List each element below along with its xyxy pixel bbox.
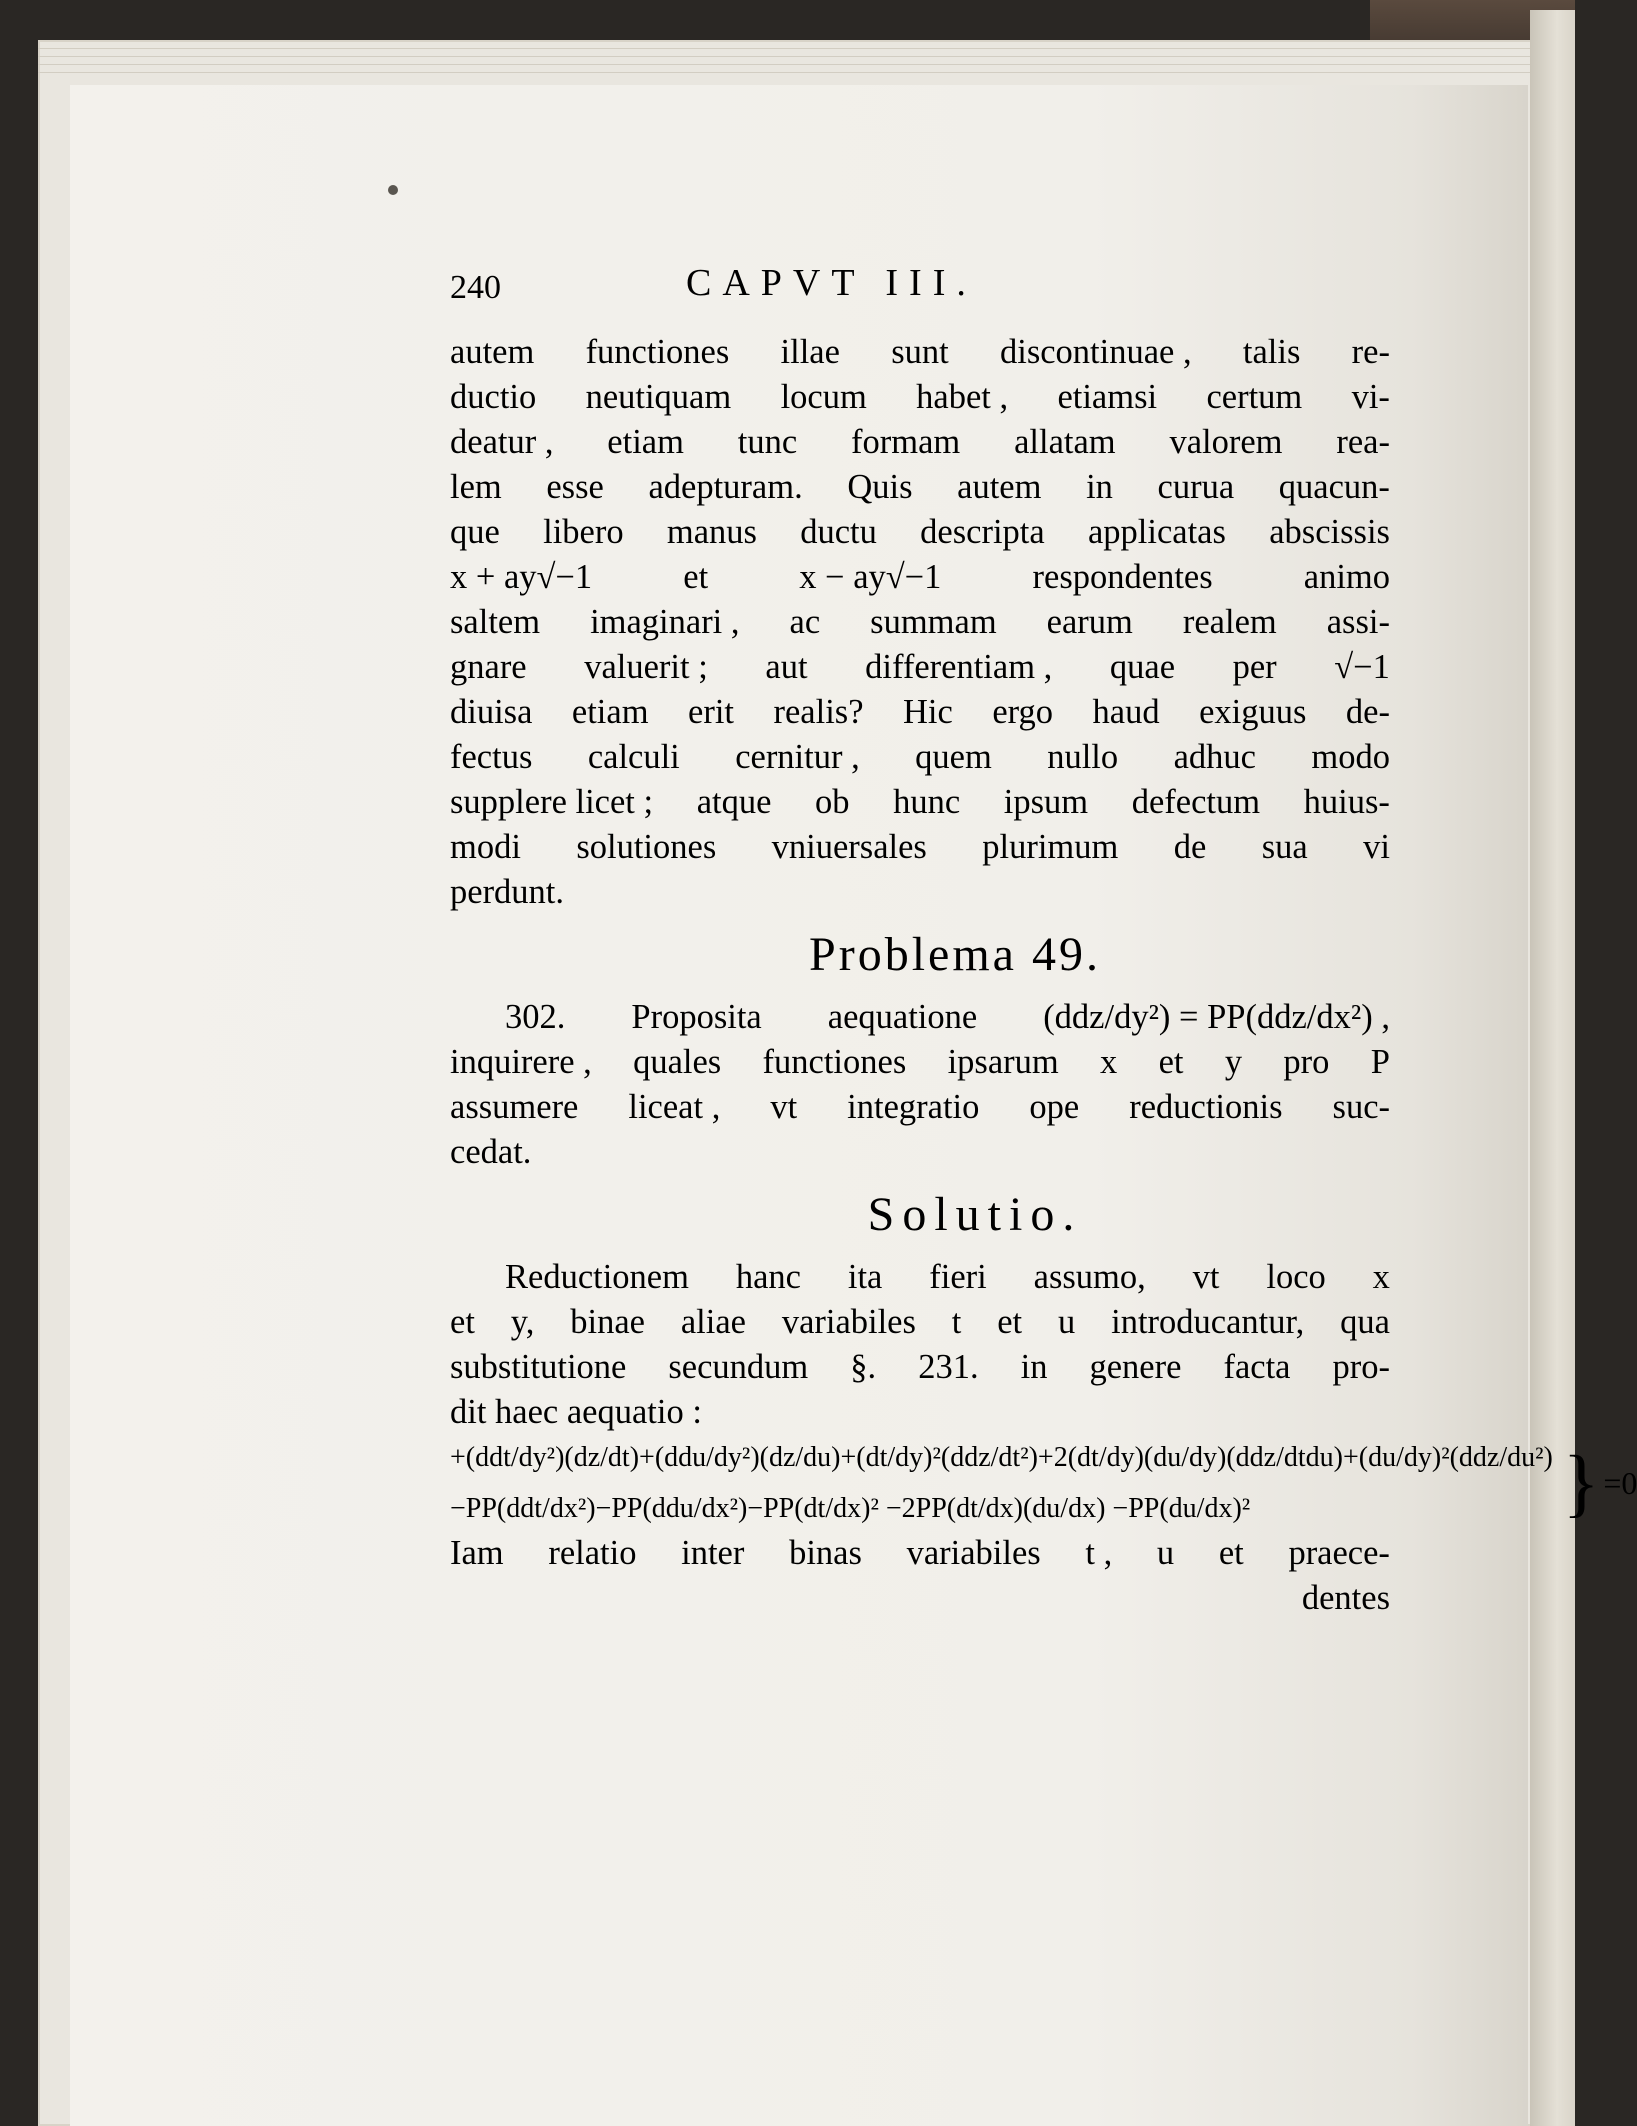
word: sunt (891, 333, 949, 371)
word: functiones (585, 333, 730, 371)
word: modo (1311, 738, 1390, 776)
word: haud (1092, 693, 1160, 731)
word: suc- (1332, 1088, 1390, 1126)
word: ductio (450, 378, 537, 416)
word: fieri (929, 1258, 987, 1296)
word: variabiles (906, 1534, 1041, 1572)
word: 231. (918, 1348, 979, 1386)
text-line (450, 825, 1390, 870)
curly-brace: } (1562, 1441, 1600, 1525)
word: valuerit ; (584, 648, 708, 686)
equation-rhs: =0 (1603, 1464, 1637, 1501)
text-line (450, 600, 1390, 645)
word: supplere licet ; (450, 783, 654, 821)
text-line (450, 330, 1390, 375)
word: et (683, 558, 709, 596)
word: aut (765, 648, 808, 686)
word: discontinuae , (999, 333, 1192, 371)
word: descripta (920, 513, 1045, 551)
text-line (450, 645, 1390, 690)
word: liceat , (628, 1088, 721, 1126)
word: respondentes (1032, 558, 1213, 596)
word: allatam (1014, 423, 1116, 461)
text-line (450, 995, 1390, 1040)
word: vt (770, 1088, 798, 1126)
word: habet , (916, 378, 1009, 416)
text-line (450, 735, 1390, 780)
word: fectus (450, 738, 533, 776)
text-line-last: cedat. (450, 1133, 532, 1171)
word: variabiles (781, 1303, 916, 1341)
word: libero (543, 513, 624, 551)
word: neutiquam (585, 378, 732, 416)
word: x (1372, 1258, 1390, 1296)
word: t , (1085, 1534, 1113, 1572)
problem-heading: Problema 49. (809, 928, 1101, 981)
text-line (450, 375, 1390, 420)
word: reductionis (1129, 1088, 1283, 1126)
word: solutiones (576, 828, 717, 866)
text-line (450, 1255, 1390, 1300)
word: assumo, (1033, 1258, 1146, 1296)
word: aequatione (827, 998, 978, 1036)
running-head: CAPVT III. (686, 262, 977, 304)
equation-row-1: +(ddt/dy²)(dz/dt)+(ddu/dy²)(dz/du)+(dt/dy)²(ddz/dt²)+2(dt/dy)(du/dy)(ddz/dtdu)+(du/dy)²(ddz/du²) (450, 1442, 1553, 1473)
word: t (951, 1303, 962, 1341)
word: diuisa (450, 693, 533, 731)
word: curua (1157, 468, 1235, 506)
word: et (450, 1303, 475, 1341)
word: u (1156, 1534, 1175, 1572)
word: et (1158, 1043, 1184, 1081)
word: substitutione (450, 1348, 627, 1386)
word: Iam (450, 1534, 504, 1572)
word: summam (870, 603, 997, 641)
word: introducantur, (1111, 1303, 1305, 1341)
word: per (1232, 648, 1277, 686)
word: √−1 (1334, 648, 1390, 686)
text-line (450, 555, 1390, 600)
word: vi- (1351, 378, 1390, 416)
word: ipsarum (947, 1043, 1059, 1081)
word: de- (1345, 693, 1390, 731)
word: esse (546, 468, 604, 506)
word: ob (815, 783, 850, 821)
word: cernitur , (735, 738, 860, 776)
page-header (450, 262, 1390, 325)
word: adhuc (1173, 738, 1256, 776)
word: quales (633, 1043, 722, 1081)
word: autem (450, 333, 535, 371)
word: ductu (800, 513, 877, 551)
word: 302. (505, 998, 566, 1036)
word: nullo (1047, 738, 1119, 776)
word: re- (1351, 333, 1390, 371)
word: calculi (587, 738, 680, 776)
text-line (450, 465, 1390, 510)
word: P (1370, 1043, 1390, 1081)
word: genere (1089, 1348, 1182, 1386)
word: binae (570, 1303, 645, 1341)
word: ac (789, 603, 821, 641)
word: u (1058, 1303, 1076, 1341)
solution-heading: Solutio. (867, 1188, 1083, 1241)
word: quacun- (1278, 468, 1390, 506)
word: assumere (450, 1088, 579, 1126)
text-line (450, 1040, 1390, 1085)
word: in (1020, 1348, 1048, 1386)
word: qua (1340, 1303, 1390, 1341)
page-text (450, 262, 1637, 1621)
word: Quis (847, 468, 913, 506)
word: animo (1303, 558, 1390, 596)
word: Reductionem (505, 1258, 689, 1296)
problem-statement (450, 995, 1390, 1175)
word: vi (1363, 828, 1390, 866)
word: atque (696, 783, 772, 821)
word: etiam (607, 423, 684, 461)
solution-paragraph (450, 1255, 1390, 1435)
word: formam (851, 423, 961, 461)
word: deatur , (450, 423, 554, 461)
word: integratio (847, 1088, 980, 1126)
word: rea- (1336, 423, 1390, 461)
word: relatio (548, 1534, 637, 1572)
word: plurimum (982, 828, 1119, 866)
word: ergo (992, 693, 1054, 731)
word: inter (681, 1534, 745, 1572)
word: ita (847, 1258, 883, 1296)
final-line (450, 1531, 1390, 1576)
word: realis? (773, 693, 864, 731)
word: pro (1283, 1043, 1330, 1081)
word: manus (666, 513, 757, 551)
word: erit (688, 693, 735, 731)
word: talis (1242, 333, 1301, 371)
word: sua (1261, 828, 1308, 866)
page-number: 240 (450, 269, 501, 306)
word: tunc (737, 423, 798, 461)
text-line-last: perdunt. (450, 873, 565, 911)
text-line-last: dit haec aequatio : (450, 1393, 702, 1431)
text-line (450, 1345, 1390, 1390)
word: saltem (450, 603, 541, 641)
word: y, (510, 1303, 535, 1341)
word: binas (789, 1534, 862, 1572)
word: in (1086, 468, 1113, 506)
word: adepturam. (648, 468, 803, 506)
text-line (450, 690, 1390, 735)
word: et (997, 1303, 1023, 1341)
word: vt (1192, 1258, 1220, 1296)
word: de (1173, 828, 1207, 866)
word: §. (850, 1348, 877, 1386)
word: applicatas (1087, 513, 1226, 551)
word: locum (780, 378, 867, 416)
facing-page-edge (1530, 10, 1575, 2126)
word: valorem (1169, 423, 1283, 461)
word: earum (1046, 603, 1133, 641)
word: x + ay√−1 (450, 558, 593, 596)
paragraph-1 (450, 330, 1390, 915)
word: quae (1109, 648, 1176, 686)
word: etiam (571, 693, 649, 731)
catchword: dentes (1301, 1579, 1390, 1617)
word: (ddz/dy²) = PP(ddz/dx²) , (1043, 998, 1390, 1036)
text-line (450, 510, 1390, 555)
equation-block (450, 1435, 1637, 1531)
equation-row-2: −PP(ddt/dx²)−PP(ddu/dx²)−PP(dt/dx)² −2PP(dt/dx)(du/dx) −PP(du/dx)² (450, 1493, 1251, 1524)
word: x (1100, 1043, 1118, 1081)
word: aliae (680, 1303, 746, 1341)
word: facta (1223, 1348, 1291, 1386)
word: y (1224, 1043, 1243, 1081)
word: abscissis (1269, 513, 1390, 551)
word: autem (957, 468, 1042, 506)
word: exiguus (1199, 693, 1307, 731)
word: hunc (893, 783, 961, 821)
word: et (1218, 1534, 1244, 1572)
word: loco (1266, 1258, 1326, 1296)
text-line (450, 1085, 1390, 1130)
word: imaginari , (590, 603, 740, 641)
word: x − ay√−1 (799, 558, 942, 596)
word: assi- (1326, 603, 1390, 641)
word: differentiam , (865, 648, 1053, 686)
word: Hic (903, 693, 953, 731)
word: pro- (1332, 1348, 1390, 1386)
word: lem (450, 468, 502, 506)
word: functiones (762, 1043, 907, 1081)
word: defectum (1131, 783, 1261, 821)
word: vniuersales (771, 828, 927, 866)
word: gnare (450, 648, 527, 686)
word: illae (780, 333, 840, 371)
word: huius- (1303, 783, 1390, 821)
text-line (450, 1300, 1390, 1345)
word: etiamsi (1057, 378, 1158, 416)
word: secundum (668, 1348, 809, 1386)
word: realem (1182, 603, 1277, 641)
word: ope (1029, 1088, 1080, 1126)
word: praece- (1288, 1534, 1390, 1572)
word: que (450, 513, 500, 551)
word: Proposita (631, 998, 762, 1036)
text-line (450, 780, 1390, 825)
word: ipsum (1003, 783, 1089, 821)
word: certum (1206, 378, 1303, 416)
word: inquirere , (450, 1043, 592, 1081)
word: quem (915, 738, 992, 776)
word: modi (450, 828, 521, 866)
ink-spot (388, 185, 398, 195)
text-line (450, 420, 1390, 465)
word: hanc (735, 1258, 801, 1296)
